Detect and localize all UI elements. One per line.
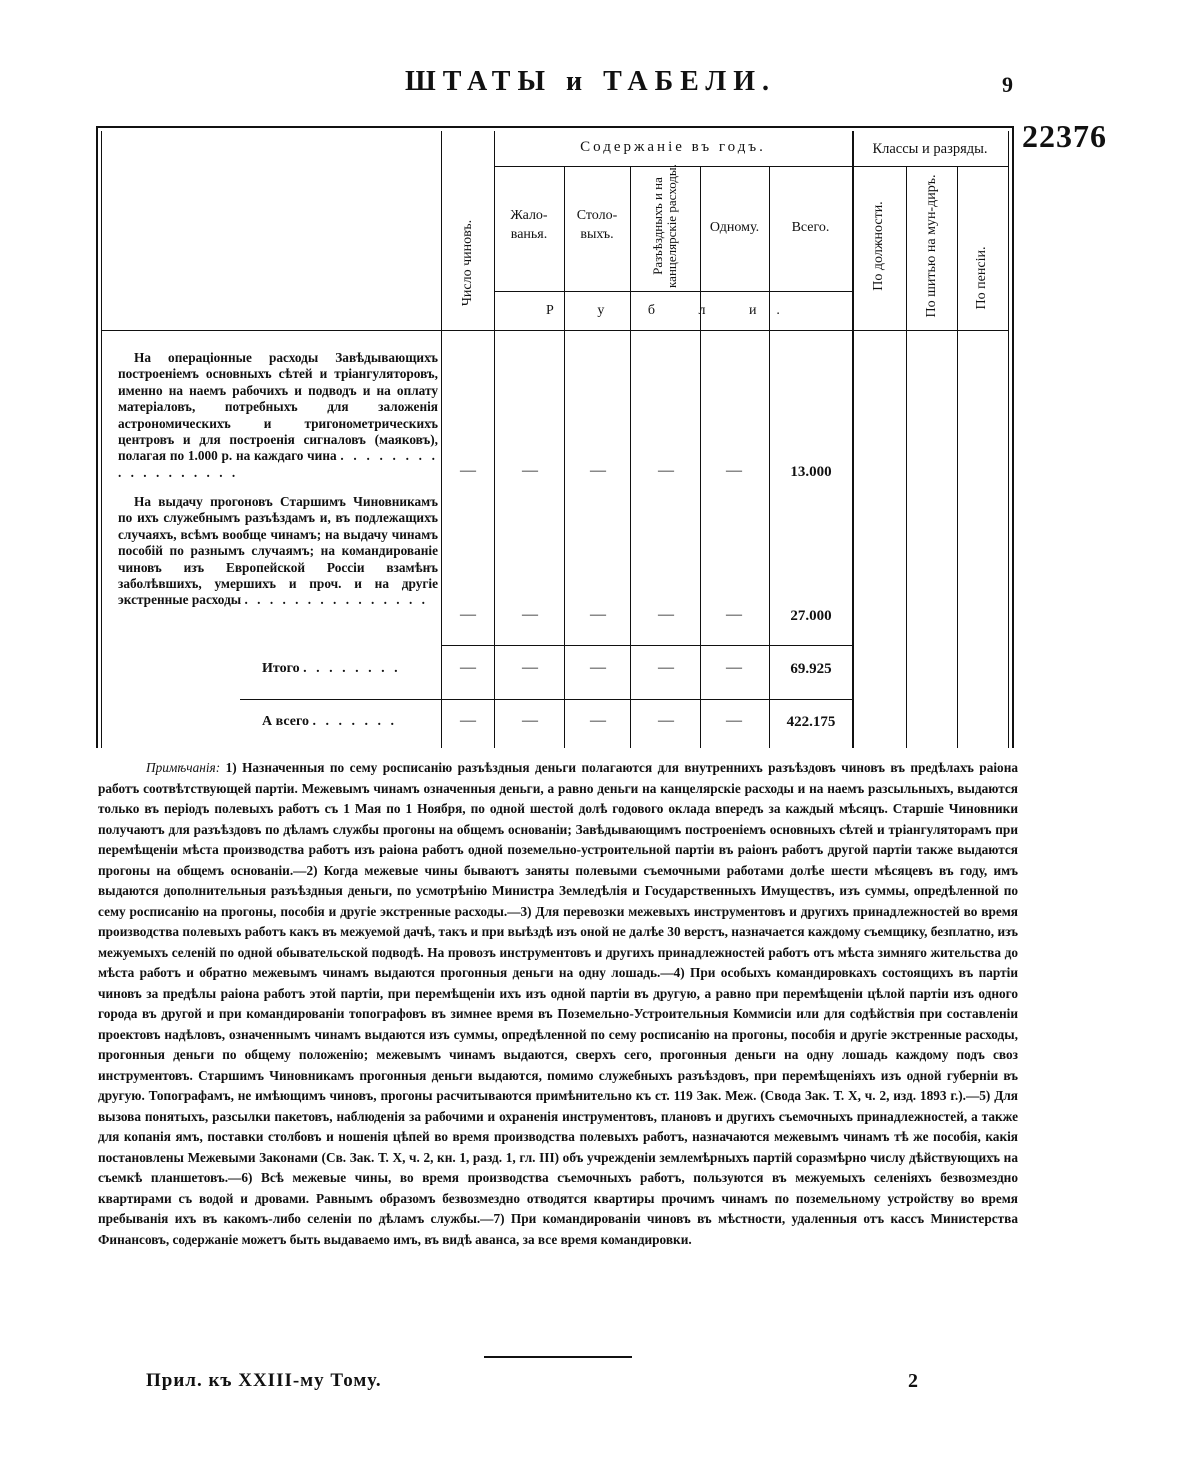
- vsego-dash-odnomu: —: [726, 712, 742, 729]
- vsego-dash-razezdnykh: —: [658, 712, 674, 729]
- row-line-1: [441, 645, 852, 646]
- col-header-zhalovanya: Жало-ванья.: [510, 208, 548, 242]
- row-2-description: На выдачу прогоновъ Старшимъ Чиновникамъ по ихъ служебнымъ разъѣздамъ и, въ подлежащихъ случаяхъ, всѣмъ вообще чинамъ; на выдачу чинамъ пособій по разнымъ случаямъ; на командированіе чиновъ изъ Европейской Россіи взамѣнъ заболѣвшихъ, умершихъ и проч. и на другіе экстренные расходы: [118, 494, 438, 608]
- notes-paragraph: [98, 758, 1018, 1250]
- col-header-po-shityu: По шитью на мун-диръ.: [924, 174, 939, 318]
- row-1-dash-odnomu: —: [726, 462, 742, 479]
- running-title: ШТАТЫ и ТАБЕЛИ.: [405, 66, 777, 97]
- row-1-dash-razezdnykh: —: [658, 462, 674, 479]
- row-2-dash-odnomu: —: [726, 606, 742, 623]
- col-header-razezdnykh: Разъѣздныхъ и на канцелярскіе расходы.: [650, 164, 679, 288]
- vsego-row-label: [262, 714, 397, 730]
- col-header-po-pensii: По пенсіи.: [974, 246, 989, 310]
- itogo-total: 69.925: [790, 661, 832, 677]
- footer-volume-ref: Прил. къ XXIII-му Тому.: [146, 1370, 382, 1391]
- row-1-dots: . . . . . . . . . . . . . . . . . .: [118, 448, 438, 480]
- footer-sheet-number: 2: [908, 1370, 918, 1392]
- row-2-dots: . . . . . . . . . . . . . . .: [244, 592, 428, 608]
- row-1-dash-stolovykh: —: [590, 462, 606, 479]
- group-header-classes: Классы и разряды.: [872, 141, 988, 157]
- vsego-dash-zhalovanya: —: [522, 712, 538, 729]
- notes-text: 1) Назначенныя по сему росписанію разъѣздныя деньги полагаются для внутреннихъ разъѣздовъ чиновъ въ предѣлахъ раіона работъ соотвѣтствующей партіи. Межевымъ чинамъ означенныя деньги, а равно деньги на канцелярскіе расходы и на наемъ разсыльныхъ, выдаются только въ періодъ полевыхъ работъ съ 1 Мая по 1 Ноября, по одной шестой долѣ годового оклада впередъ за каждый мѣсяцъ. Старшіе Чиновники получаютъ для разъѣздовъ по дѣламъ службы прогоны на общемъ основаніи; Завѣдывающимъ построеніемъ основныхъ сѣтей и тріангуляторамъ при перемѣщеніи мѣста производства работъ изъ раіона работъ одной поземельно-устроительной партіи въ раіонъ работъ другой партіи также выдаются прогоны на общемъ основаніи.—2) Когда межевые чины бываютъ заняты полевыми съемочными работами долѣе шести мѣсяцевъ въ году, имъ выдаются дополнительныя разъѣздныя деньги, по усмотрѣнію Министра Земледѣлія и Государственныхъ Имуществъ, изъ суммы, опредѣленной по сему росписанію на прогоны, пособія и другіе экстренные расходы.—3) Для перевозки межевыхъ инструментовъ и другихъ принадлежностей во время производства полевыхъ работъ какъ въ межуемой дачѣ, такъ и при выѣздѣ изъ оной не далѣе 30 верстъ, назначается каждому съемщику, безплатно, изъ межуемыхъ селеній по одной обывательской подводѣ. На провозъ инструментовъ и другихъ принадлежностей работъ отъ мѣста зимняго жительства до мѣста работъ и обратно межевымъ чинамъ выдаются прогонныя деньги на одну лошадь.—4) При особыхъ командировкахъ состоящихъ въ партіи чиновъ за предѣлы раіона работъ этой партіи, при перемѣщеніи ихъ изъ одной партіи въ другую, а равно при перемѣщеніи цѣлой партіи изъ одного города въ другой и при командированіи топографовъ въ зимнее время въ Поземельно-Устроительныя Коммисіи или для содѣйствія при составленіи проектовъ надѣловъ, означеннымъ чинамъ выдаются изъ суммы, опредѣленной по сему росписанію на прогоны, пособія и другіе экстренные расходы, прогонныя деньги по общему положенію; межевымъ чинамъ выдаются, сверхъ сего, прогонныя деньги на одну лошадь каждому подъ своз инструментовъ. Старшимъ Чиновникамъ прогонныя деньги выдаются, помимо служебныхъ разъѣздовъ, при перемѣщеніяхъ изъ одной губерніи въ другую. Топографамъ, не имѣющимъ чиновъ, прогоны расчитываются примѣнительно къ ст. 119 Зак. Меж. (Свода Зак. Т. X, ч. 2, изд. 1893 г.).—5) Для вызова понятыхъ, разсылки пакетовъ, наблюденія за рабочими и охраненія инструментовъ, плановъ и другихъ съемочныхъ принадлежностей, а также для копанія ямъ, поставки столбовъ и ношенія цѣпей во время производства полевыхъ работъ, назначаются межевымъ чинамъ тѣ же пособія, какія постановлены Межевыми Законами (Св. Зак. Т. X, ч. 2, кн. 1, разд. 1, гл. III) объ учрежденіи землемѣрныхъ партій соразмѣрно числу дѣйствующихъ на съемкѣ планшетовъ.—6) Всѣ межевые чины, во время производства съемочныхъ работъ, пользуются въ межуемыхъ селеніяхъ безвозмездно квартирами съ водой и дровами. Равнымъ образомъ безвозмездно отводятся квартиры прочимъ чинамъ по поземельному устройству во время пребыванія ихъ въ какомъ-либо селеніи по дѣламъ службы.—7) При командированіи чиновъ въ мѣстности, удаленныя отъ кассъ Министерства Финансовъ, содержаніе можетъ быть выдаваемо имъ, въ видѣ аванса, за все время командировки.: [98, 760, 1018, 1247]
- col-line-3: [564, 166, 565, 748]
- itogo-dash-razezdnykh: —: [658, 659, 674, 676]
- col-line-7: [852, 131, 854, 748]
- row-1-dash-zhalovanya: —: [522, 462, 538, 479]
- vsego-dash-count: —: [460, 712, 476, 729]
- itogo-dash-zhalovanya: —: [522, 659, 538, 676]
- vsego-dots: . . . . . . .: [312, 714, 397, 729]
- col-header-vsego: Всего.: [791, 220, 830, 235]
- row-2-dash-zhalovanya: —: [522, 606, 538, 623]
- itogo-row-label: [262, 661, 401, 677]
- row-1-description: На операціонные расходы Завѣдывающихъ построеніемъ основныхъ сѣтей и тріангуляторовъ, именно на наемъ рабочихъ и подводъ и на оплату матеріаловъ, потребныхъ для заложенія астрономическихъ и тригонометрическихъ центровъ и для построенія сигналовъ (маяковъ), полагая по 1.000 р. на каждаго чина: [118, 350, 438, 464]
- itogo-dash-odnomu: —: [726, 659, 742, 676]
- row-1-text: [118, 350, 438, 481]
- row-2-dash-count: —: [460, 606, 476, 623]
- col-header-stolovykh: Столо-выхъ.: [576, 208, 618, 242]
- row-2-dash-stolovykh: —: [590, 606, 606, 623]
- document-number: 22376: [1022, 118, 1107, 154]
- col-line-9: [957, 166, 958, 748]
- vsego-label: А всего: [262, 714, 309, 729]
- header-line-group: [494, 166, 1008, 167]
- row-1-dash-count: —: [460, 462, 476, 479]
- footer-rule: [484, 1356, 632, 1358]
- itogo-dash-stolovykh: —: [590, 659, 606, 676]
- col-header-odnomu: Одному.: [709, 220, 760, 235]
- col-line-1: [441, 131, 442, 748]
- row-2-text: [118, 494, 438, 609]
- header-line-bottom: [101, 330, 1009, 331]
- col-header-po-dolzhnosti: По должности.: [871, 201, 886, 291]
- col-line-2: [494, 131, 495, 748]
- notes-label: Примѣчанія:: [146, 760, 221, 775]
- vsego-total: 422.175: [786, 714, 836, 730]
- col-header-count: Число чиновъ.: [460, 219, 475, 307]
- row-line-2: [240, 699, 852, 700]
- col-line-4: [630, 166, 631, 748]
- col-line-5: [700, 166, 701, 748]
- row-2-dash-razezdnykh: —: [658, 606, 674, 623]
- col-line-6: [769, 166, 770, 748]
- group-header-salary: Содержаніе въ годъ.: [580, 139, 766, 155]
- itogo-label: Итого: [262, 661, 300, 676]
- currency-label: Р у б л и.: [546, 303, 800, 318]
- itogo-dots: . . . . . . . .: [303, 661, 401, 676]
- vsego-dash-stolovykh: —: [590, 712, 606, 729]
- page-number: 9: [1002, 72, 1013, 97]
- itogo-dash-count: —: [460, 659, 476, 676]
- col-line-8: [906, 166, 907, 748]
- row-1-total: 13.000: [790, 464, 832, 480]
- row-2-total: 27.000: [790, 608, 832, 624]
